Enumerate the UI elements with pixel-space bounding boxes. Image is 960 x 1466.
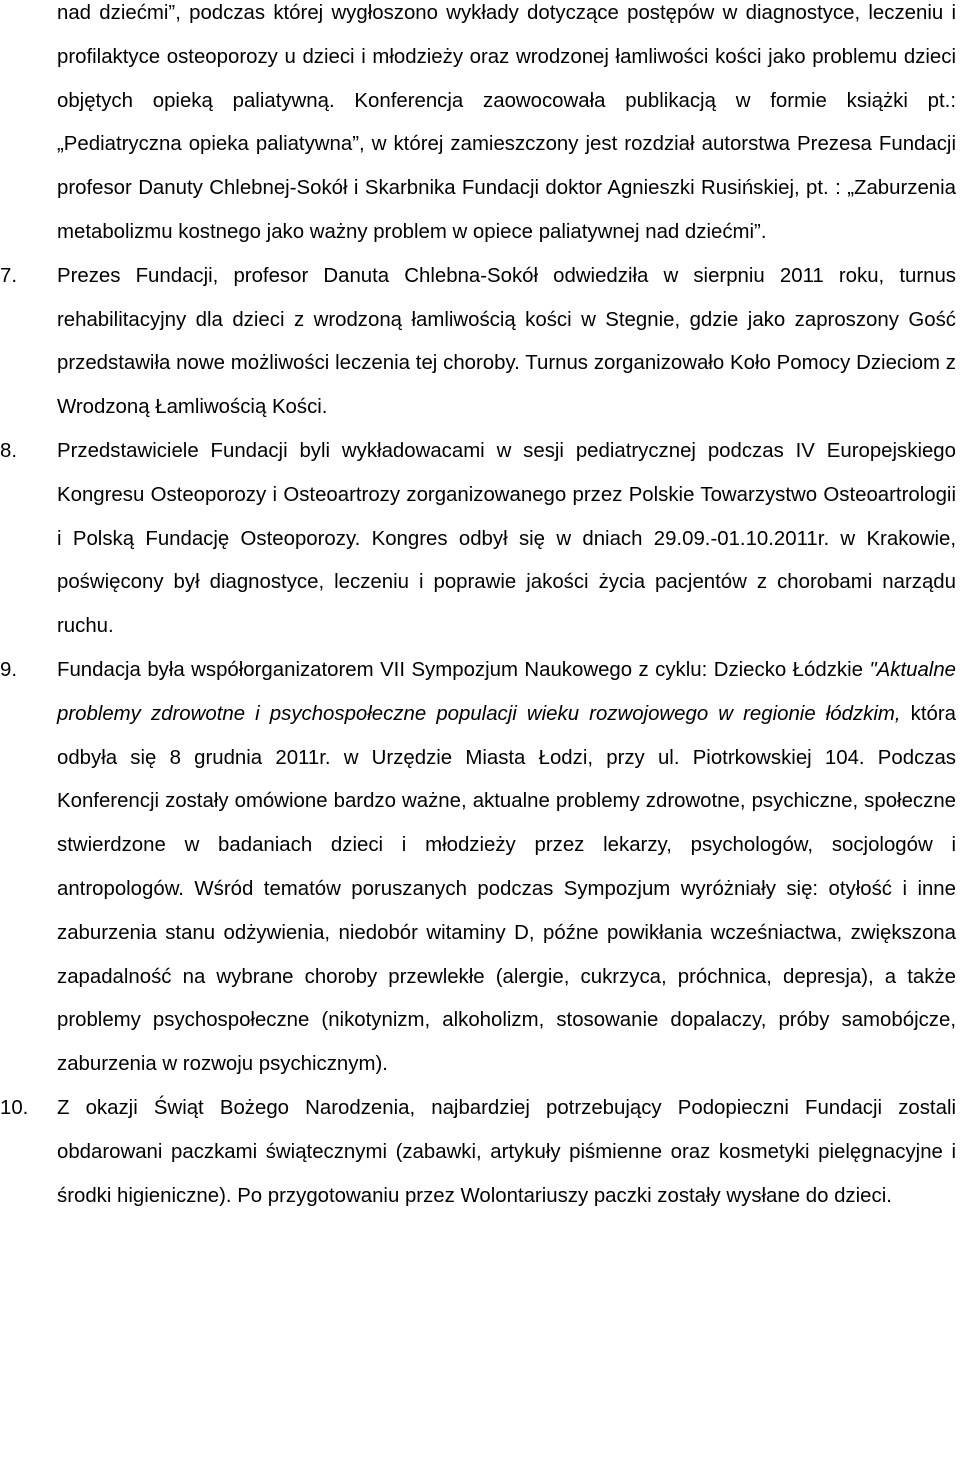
item-text: Przedstawiciele Fundacji byli wykładowacami w sesji pediatrycznej podczas IV Europejskiego Kongresu Osteoporozy i Osteoartrozy zorganizowanego przez Polskie Towarzystwo Osteoartrologii i Polską Fundację Osteoporozy. Kongres odbył się w dniach 29.09.-01.10.2011r. w Krakowie, poświęcony był diagnostyce, leczeniu i poprawie jakości życia pacjentów z chorobami narządu ruchu. [57, 439, 956, 638]
item-number: 10. [0, 1096, 29, 1119]
item-text-after-italic: która odbyła się 8 grudnia 2011r. w Urzędzie Miasta Łodzi, przy ul. Piotrkowskiej 104. Podczas Konferencji zostały omówione bardzo ważne, aktualne problemy zdrowotne, psychiczne, społeczne stwierdzone w badaniach dzieci i młodzieży przez lekarzy, psychologów, socjologów i antropologów. Wśród tematów poruszanych podczas Sympozjum wyróżniały się: otyłość i inne zaburzenia stanu odżywienia, niedobór witaminy D, późne powikłania wcześniactwa, zwiększona zapadalność na wybrane choroby przewlekłe (alergie, cukrzyca, próchnica, depresja), a także problemy psychospołeczne (nikotynizm, alkoholizm, stosowanie dopalaczy, próby samobójcze, zaburzenia w rozwoju psychicznym). [57, 702, 957, 1076]
continuation-paragraph [0, 0, 960, 255]
list-item-10 [0, 1087, 960, 1218]
item-text-before-italic: Fundacja była współorganizatorem VII Sympozjum Naukowego z cyklu: Dziecko Łódzkie [57, 658, 870, 681]
item-text: Prezes Fundacji, profesor Danuta Chlebna-Sokół odwiedziła w sierpniu 2011 roku, turnus rehabilitacyjny dla dzieci z wrodzoną łamliwością kości w Stegnie, gdzie jako zaproszony Gość przedstawiła nowe możliwości leczenia tej choroby. Turnus zorganizowało Koło Pomocy Dzieciom z Wrodzoną Łamliwością Kości. [57, 264, 956, 419]
item-number: 7. [0, 264, 18, 287]
list-item-7 [0, 255, 960, 430]
list-item-9 [0, 649, 960, 1087]
list-item-8 [0, 430, 960, 649]
item-number: 8. [0, 439, 18, 462]
paragraph-text: nad dziećmi”, podczas której wygłoszono wykłady dotyczące postępów w diagnostyce, leczeniu i profilaktyce osteoporozy u dzieci i młodzieży oraz wrodzonej łamliwości kości jako problemu dzieci objętych opieką paliatywną. Konferencja zaowocowała publikacją w formie książki pt.: „Pediatryczna opieka paliatywna”, w której zamieszczony jest rozdział autorstwa Prezesa Fundacji profesor Danuty Chlebnej-Sokół i Skarbnika Fundacji doktor Agnieszki Rusińskiej, pt. : „Zaburzenia metabolizmu kostnego jako ważny problem w opiece paliatywnej nad dziećmi”. [57, 2, 956, 243]
item-text: Z okazji Świąt Bożego Narodzenia, najbardziej potrzebujący Podopieczni Fundacji zostali obdarowani paczkami świątecznymi (zabawki, artykuły piśmienne oraz kosmetyki pielęgnacyjne i środki higieniczne). Po przygotowaniu przez Wolontariuszy paczki zostały wysłane do dzieci. [57, 1096, 956, 1207]
item-number: 9. [0, 658, 18, 681]
item-italic-title: "Aktualne problemy zdrowotne i psychospołeczne populacji wieku rozwojowego w regionie łódzkim, [57, 658, 956, 725]
